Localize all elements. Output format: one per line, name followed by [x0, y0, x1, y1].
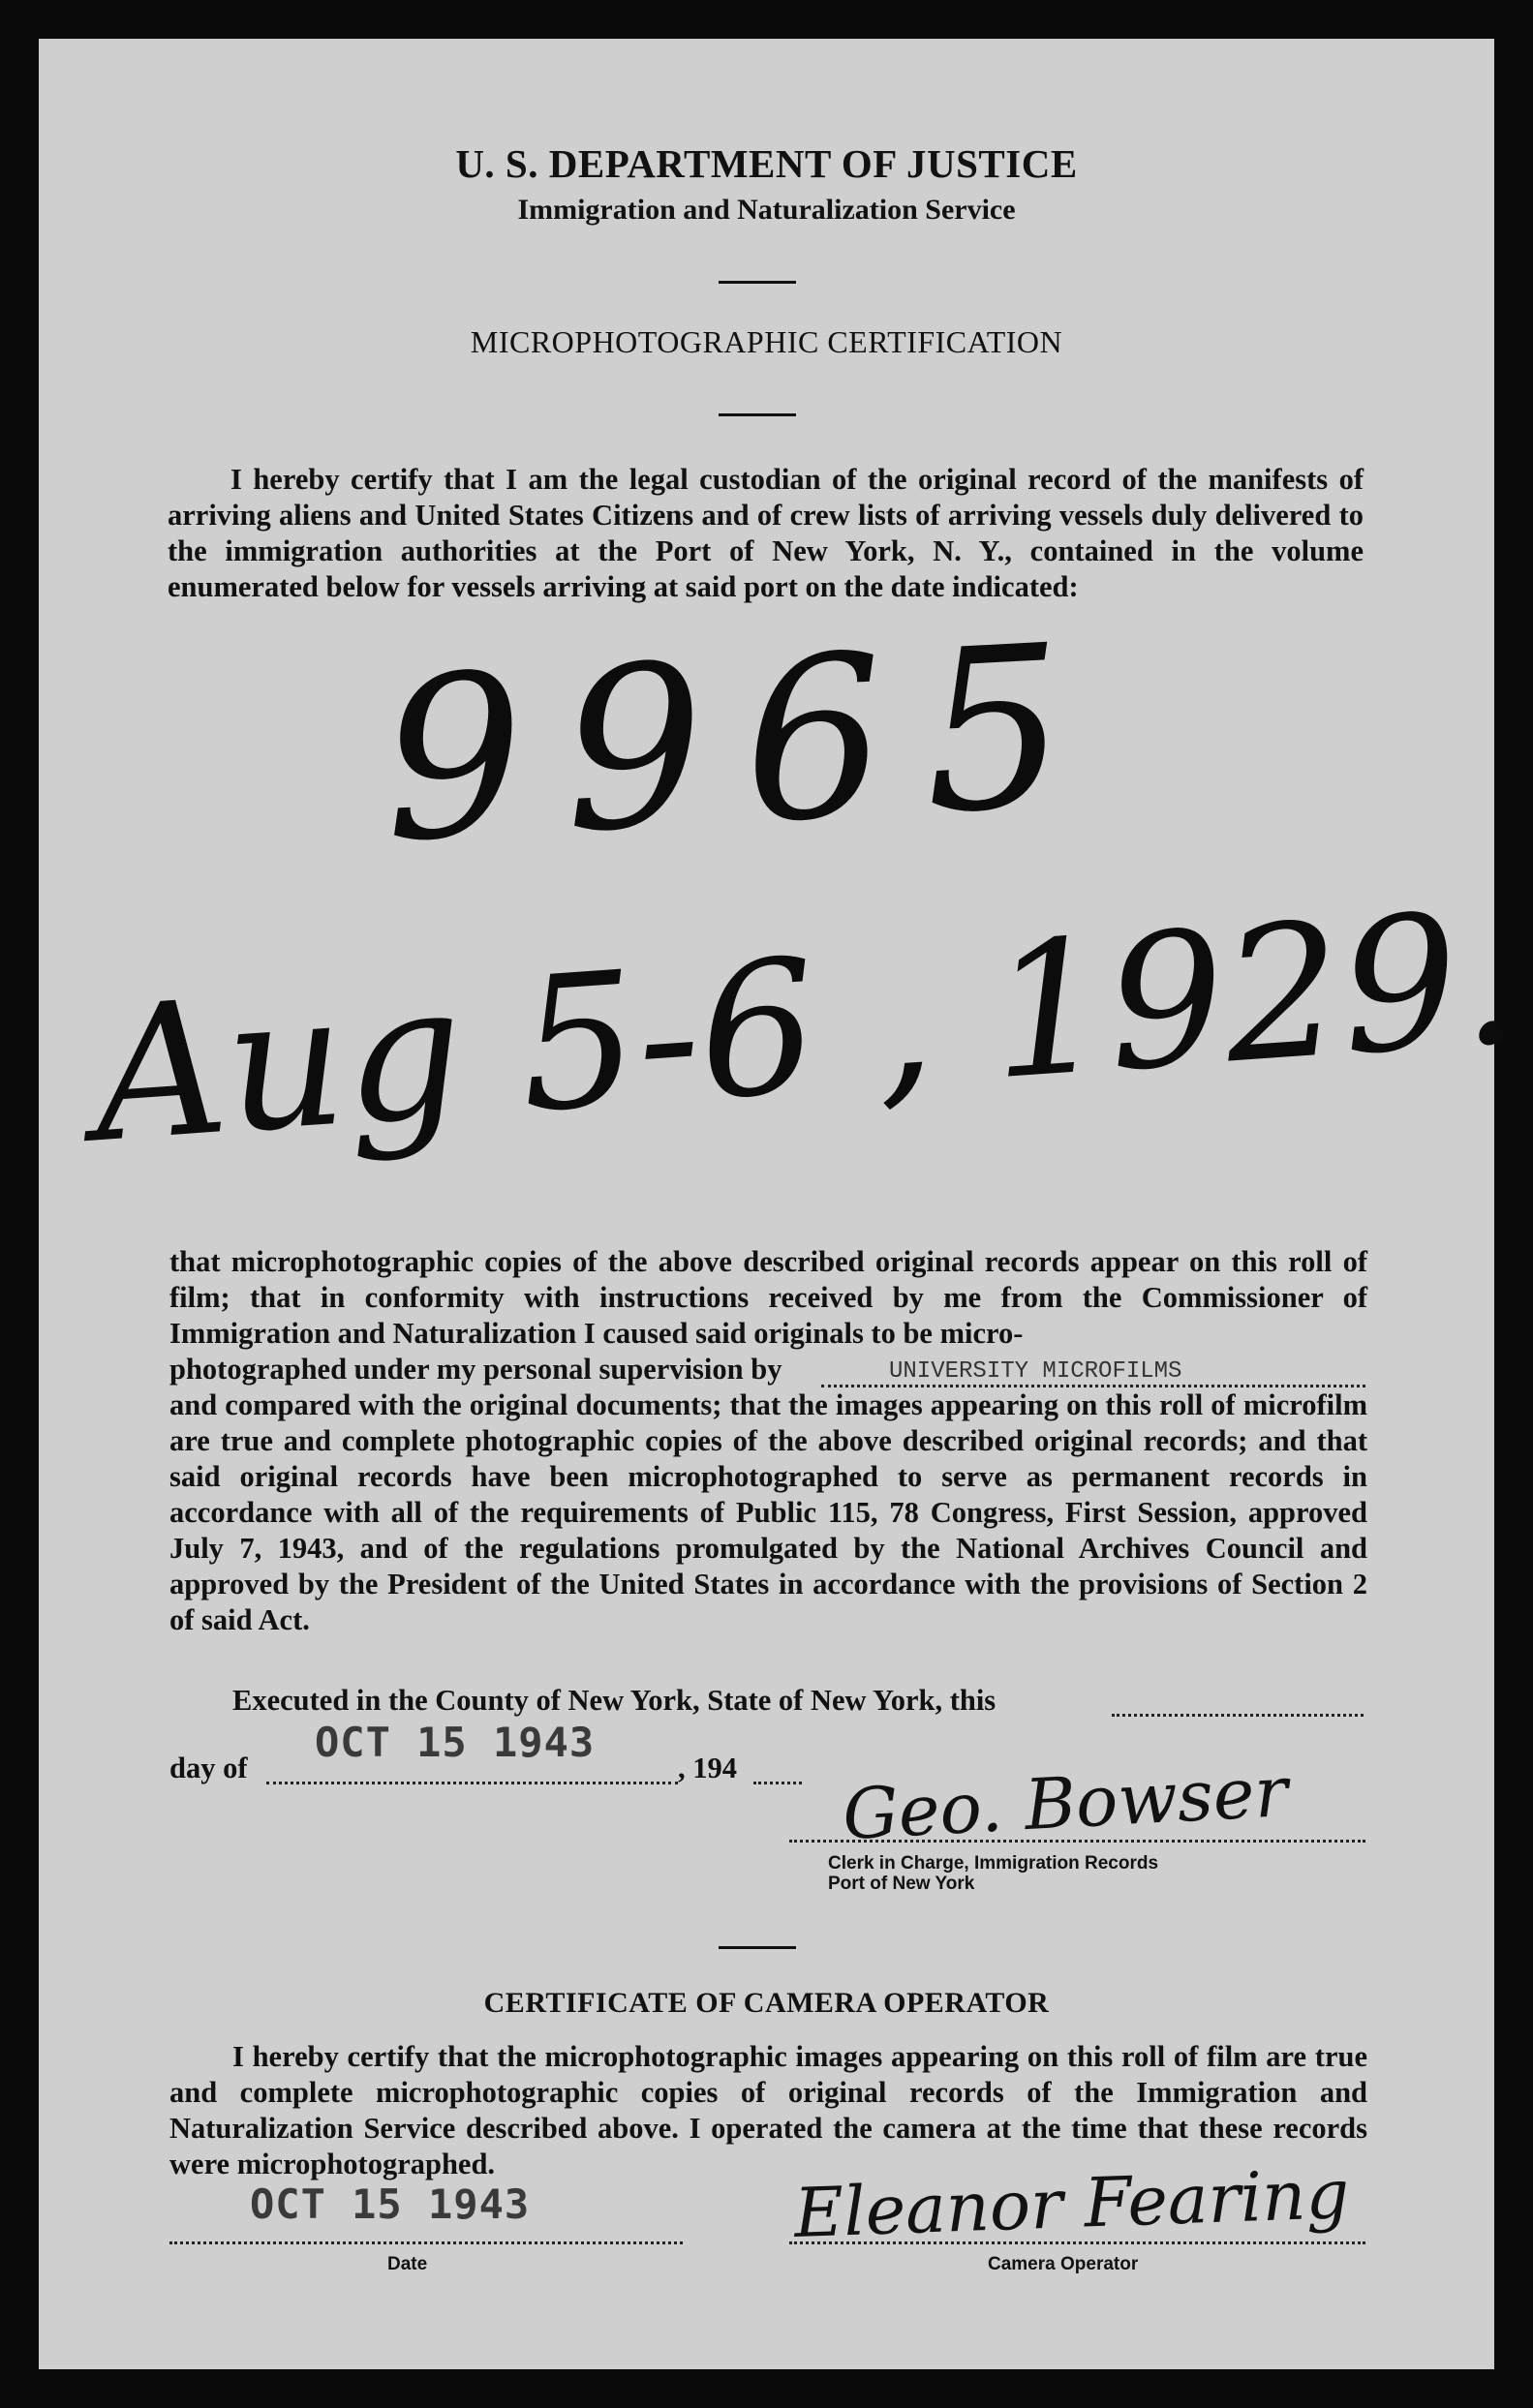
day-dotted-line [266, 1780, 678, 1784]
camera-section-title: CERTIFICATE OF CAMERA OPERATOR [483, 1987, 1050, 2019]
operator-signature: Eleanor Fearing [792, 2154, 1351, 2253]
year-dotted-line [753, 1780, 802, 1784]
typed-company-name: UNIVERSITY MICROFILMS [889, 1358, 1182, 1385]
clerk-title-line2: Port of New York [828, 1874, 975, 1894]
camera-date-stamp: OCT 15 1943 [250, 2180, 531, 2228]
year-prefix: , 194 [678, 1752, 737, 1784]
camera-paragraph: I hereby certify that the microphotographic images appearing on this roll of film are true and complete microphotographic copies of original records of the Immigration and Naturalization Service described above. I operated the camera at the time that these records were microphotographed. [169, 2040, 1367, 2180]
operator-label: Camera Operator [988, 2254, 1139, 2274]
department-heading: U. S. DEPARTMENT OF JUSTICE [455, 141, 1078, 186]
clerk-signature-line [789, 1838, 1365, 1843]
certification-title: MICROPHOTOGRAPHIC CERTIFICATION [470, 324, 1063, 359]
body-paragraph-part1: that microphotographic copies of the above described original records appear on this roll of film; that in conformity with instructions received by me from the Commissioner of Immigration and Naturalization I caused said originals to be micro- [169, 1245, 1367, 1350]
day-of-label: day of [169, 1752, 248, 1784]
divider [719, 413, 796, 416]
handwritten-date: Aug 5-6 , 1929. [86, 869, 1524, 1184]
clerk-title-line1: Clerk in Charge, Immigration Records [828, 1853, 1159, 1874]
date-dotted-line [169, 2240, 683, 2244]
handwritten-volume-number: 9965 [376, 595, 1111, 893]
executed-text: Executed in the County of New York, State of New York, this [232, 1684, 996, 1717]
body-paragraph-part2: and compared with the original documents; that the images appearing on this roll of microfilm are true and complete photographic copies of the above described original records; and that said original records have been microphotographed to serve as permanent records in accordance with all of the requirements of Public 115, 78 Congress, First Session, approved July 7, 1943, and of the regulations promulgated by the National Archives Council and approved by the President of the United States in accordance with the provisions of Section 2 of said Act. [169, 1388, 1367, 1636]
intro-paragraph: I hereby certify that I am the legal custodian of the original record of the manifests of arriving aliens and United States Citizens and of crew lists of arriving vessels duly delivered to the immigration authorities at the Port of New York, N. Y., contained in the volume enumerated below for vessels arriving at said port on the date indicated: [168, 463, 1364, 603]
divider [719, 1946, 796, 1949]
operator-dotted-line [789, 2240, 1365, 2244]
supervision-prefix: photographed under my personal supervision by [169, 1353, 782, 1386]
executed-dotted-line [1112, 1712, 1364, 1717]
divider [719, 281, 796, 284]
service-heading: Immigration and Naturalization Service [517, 194, 1016, 226]
clerk-signature: Geo. Bowser [841, 1751, 1290, 1855]
executed-date-stamp: OCT 15 1943 [315, 1719, 596, 1766]
date-label: Date [387, 2254, 428, 2274]
